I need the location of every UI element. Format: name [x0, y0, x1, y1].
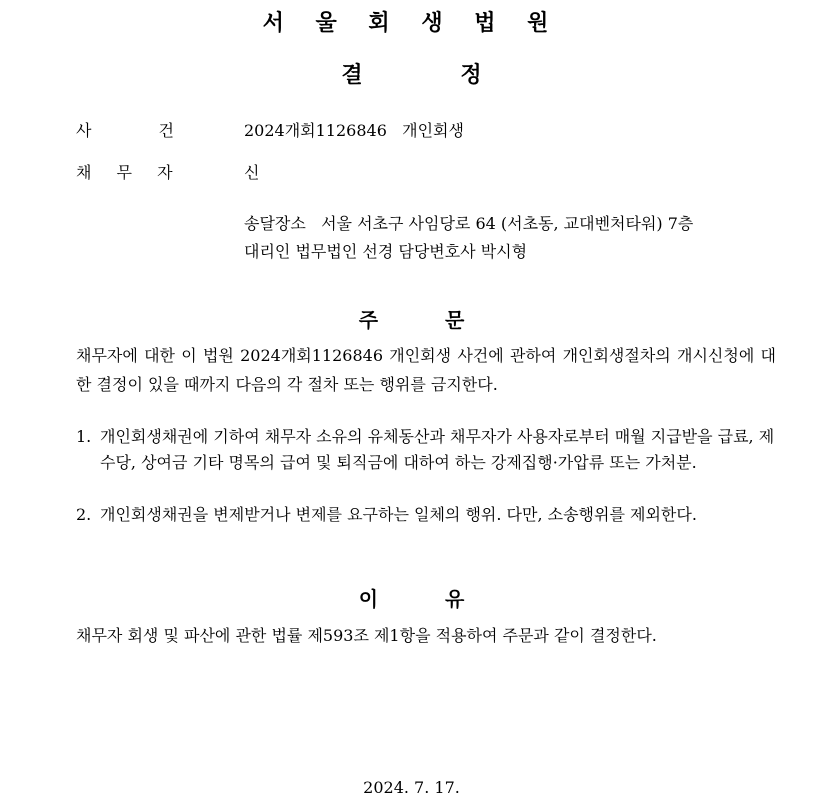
order-item-1	[76, 424, 776, 476]
order-item-number: 2.	[76, 505, 92, 524]
delivery-address: 송달장소 서울 서초구 사임당로 64 (서초동, 교대벤처타워) 7층	[244, 214, 694, 233]
order-item-text: 개인회생채권에 기하여 채무자 소유의 유체동산과 채무자가 사용자로부터 매월 지급받을 급료, 제수당, 상여금 기타 명목의 급여 및 퇴직금에 대하여 하는 강제집행·가압류 또는 가처분.	[100, 427, 775, 472]
order-item-2	[76, 502, 776, 528]
order-heading: 주 문	[358, 308, 465, 332]
reason-text: 채무자 회생 및 파산에 관한 법률 제593조 제1항을 적용하여 주문과 같이 결정한다.	[76, 626, 657, 645]
case-value: 2024개회1126846 개인회생	[244, 121, 464, 140]
debtor-label: 채 무 자	[76, 163, 173, 182]
order-item-text: 개인회생채권을 변제받거나 변제를 요구하는 일체의 행위. 다만, 소송행위를 제외한다.	[100, 505, 697, 524]
case-label: 사 건	[76, 121, 174, 140]
document-type: 결 정	[341, 63, 482, 88]
reason-heading: 이 유	[358, 587, 465, 611]
debtor-value: 신	[244, 163, 260, 182]
court-name: 서 울 회 생 법 원	[262, 11, 561, 36]
order-item-number: 1.	[76, 427, 92, 446]
decision-date: 2024. 7. 17.	[363, 778, 460, 797]
representative: 대리인 법무법인 선경 담당변호사 박시형	[244, 242, 528, 261]
order-text: 채무자에 대한 이 법원 2024개회1126846 개인회생 사건에 관하여 개인회생절차의 개시신청에 대한 결정이 있을 때까지 다음의 각 절차 또는 행위를 금지한다.	[76, 346, 776, 394]
